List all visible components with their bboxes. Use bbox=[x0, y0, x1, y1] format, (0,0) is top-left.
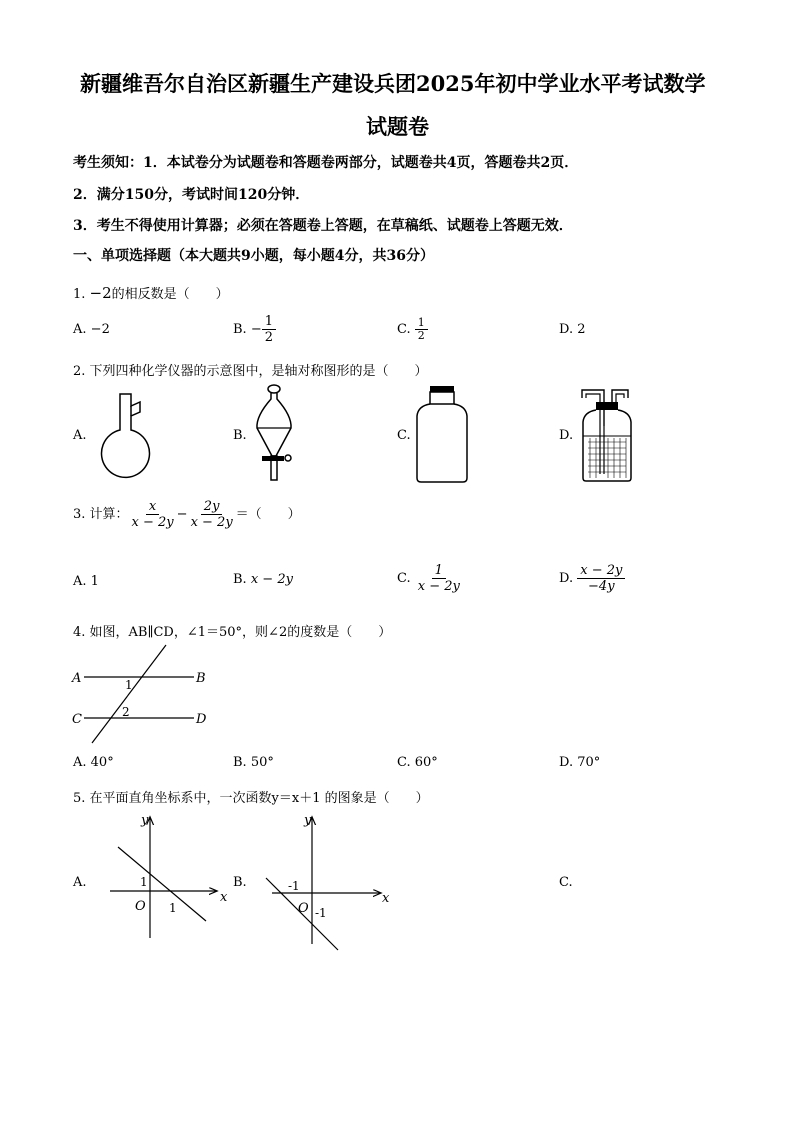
graph-a-x-intercept: 1 bbox=[169, 901, 177, 915]
graph-a-y-label: y bbox=[141, 813, 149, 828]
q5-option-a: A. bbox=[73, 875, 87, 890]
q4-option-d: D. 70° bbox=[559, 755, 601, 770]
q1-option-d: D. 2 bbox=[559, 322, 586, 337]
q2-option-a: A. bbox=[73, 428, 87, 443]
section-heading: 一、单项选择题（本大题共9小题，每小题4分，共36分） bbox=[73, 248, 434, 264]
graph-b-figure bbox=[262, 814, 402, 954]
page-title: 新疆维吾尔自治区新疆生产建设兵团2025年初中学业水平考试数学 bbox=[80, 71, 706, 96]
q3-option-b: B. x − 2y bbox=[233, 572, 293, 587]
graph-a-x-label: x bbox=[220, 890, 228, 905]
angle-2-label: 2 bbox=[122, 705, 130, 719]
graph-b-y-label: y bbox=[304, 813, 312, 828]
question-3-stem: 3. 计算： $\frac{x}{x - 2y}$ − $\frac{2y}{x - 2y}$ ＝（ ） bbox=[73, 499, 301, 530]
q1-option-c: C. $\frac{1}{2}$ bbox=[397, 317, 428, 342]
graph-b-y-intercept: -1 bbox=[315, 906, 327, 920]
graph-b-x-label: x bbox=[382, 891, 390, 906]
q4-option-a: A. 40° bbox=[73, 755, 114, 770]
question-5-stem: 5. 在平面直角坐标系中，一次函数y＝x＋1 的图象是（ ） bbox=[73, 791, 429, 806]
note-1: 考生须知：1．本试卷分为试题卷和答题卷两部分，试题卷共4页，答题卷共2页． bbox=[73, 155, 579, 171]
label-D: D bbox=[196, 712, 207, 727]
q2-option-d: D. bbox=[559, 428, 574, 443]
note-3: 3．考生不得使用计算器；必须在答题卷上答题，在草稿纸、试题卷上答题无效． bbox=[73, 218, 573, 234]
q3-option-c: C. $\frac{1}{x - 2y}$ bbox=[397, 563, 460, 594]
q5-option-c: C. bbox=[559, 875, 573, 890]
graph-a-origin: O bbox=[135, 899, 146, 914]
round-flask-figure bbox=[90, 392, 150, 482]
q4-option-c: C. 60° bbox=[397, 755, 438, 770]
question-2-stem: 2. 下列四种化学仪器的示意图中，是轴对称图形的是（ ） bbox=[73, 364, 428, 379]
q3-option-d: D. $\frac{x - 2y}{-4y}$ bbox=[559, 563, 625, 594]
q1-option-a: A. −2 bbox=[73, 322, 110, 337]
angle-1-label: 1 bbox=[125, 678, 133, 692]
q4-option-b: B. 50° bbox=[233, 755, 274, 770]
reagent-bottle-figure bbox=[414, 386, 470, 486]
graph-a-y-intercept: 1 bbox=[140, 875, 148, 889]
q2-option-b: B. bbox=[233, 428, 247, 443]
q2-option-c: C. bbox=[397, 428, 411, 443]
question-4-stem: 4. 如图，AB∥CD，∠1＝50°，则∠2的度数是（ ） bbox=[73, 625, 392, 640]
q1-option-b: B. − $\frac{1}{2}$ bbox=[233, 314, 276, 345]
note-2: 2．满分150分，考试时间120分钟． bbox=[73, 187, 310, 203]
gas-washing-bottle-figure bbox=[578, 386, 638, 486]
question-1-stem: 1. −2的相反数是（ ） bbox=[73, 284, 229, 302]
graph-a-figure bbox=[108, 814, 238, 944]
q5-option-b: B. bbox=[233, 875, 247, 890]
label-B: B bbox=[196, 671, 206, 686]
separatory-funnel-figure bbox=[252, 384, 302, 484]
parallel-lines-figure bbox=[70, 645, 220, 750]
graph-b-origin: O bbox=[298, 901, 309, 916]
page-title-line2: 试题卷 bbox=[366, 114, 429, 139]
q3-option-a: A. 1 bbox=[73, 574, 99, 589]
label-C: C bbox=[72, 712, 82, 727]
graph-b-x-intercept: -1 bbox=[288, 879, 300, 893]
label-A: A bbox=[72, 671, 82, 686]
